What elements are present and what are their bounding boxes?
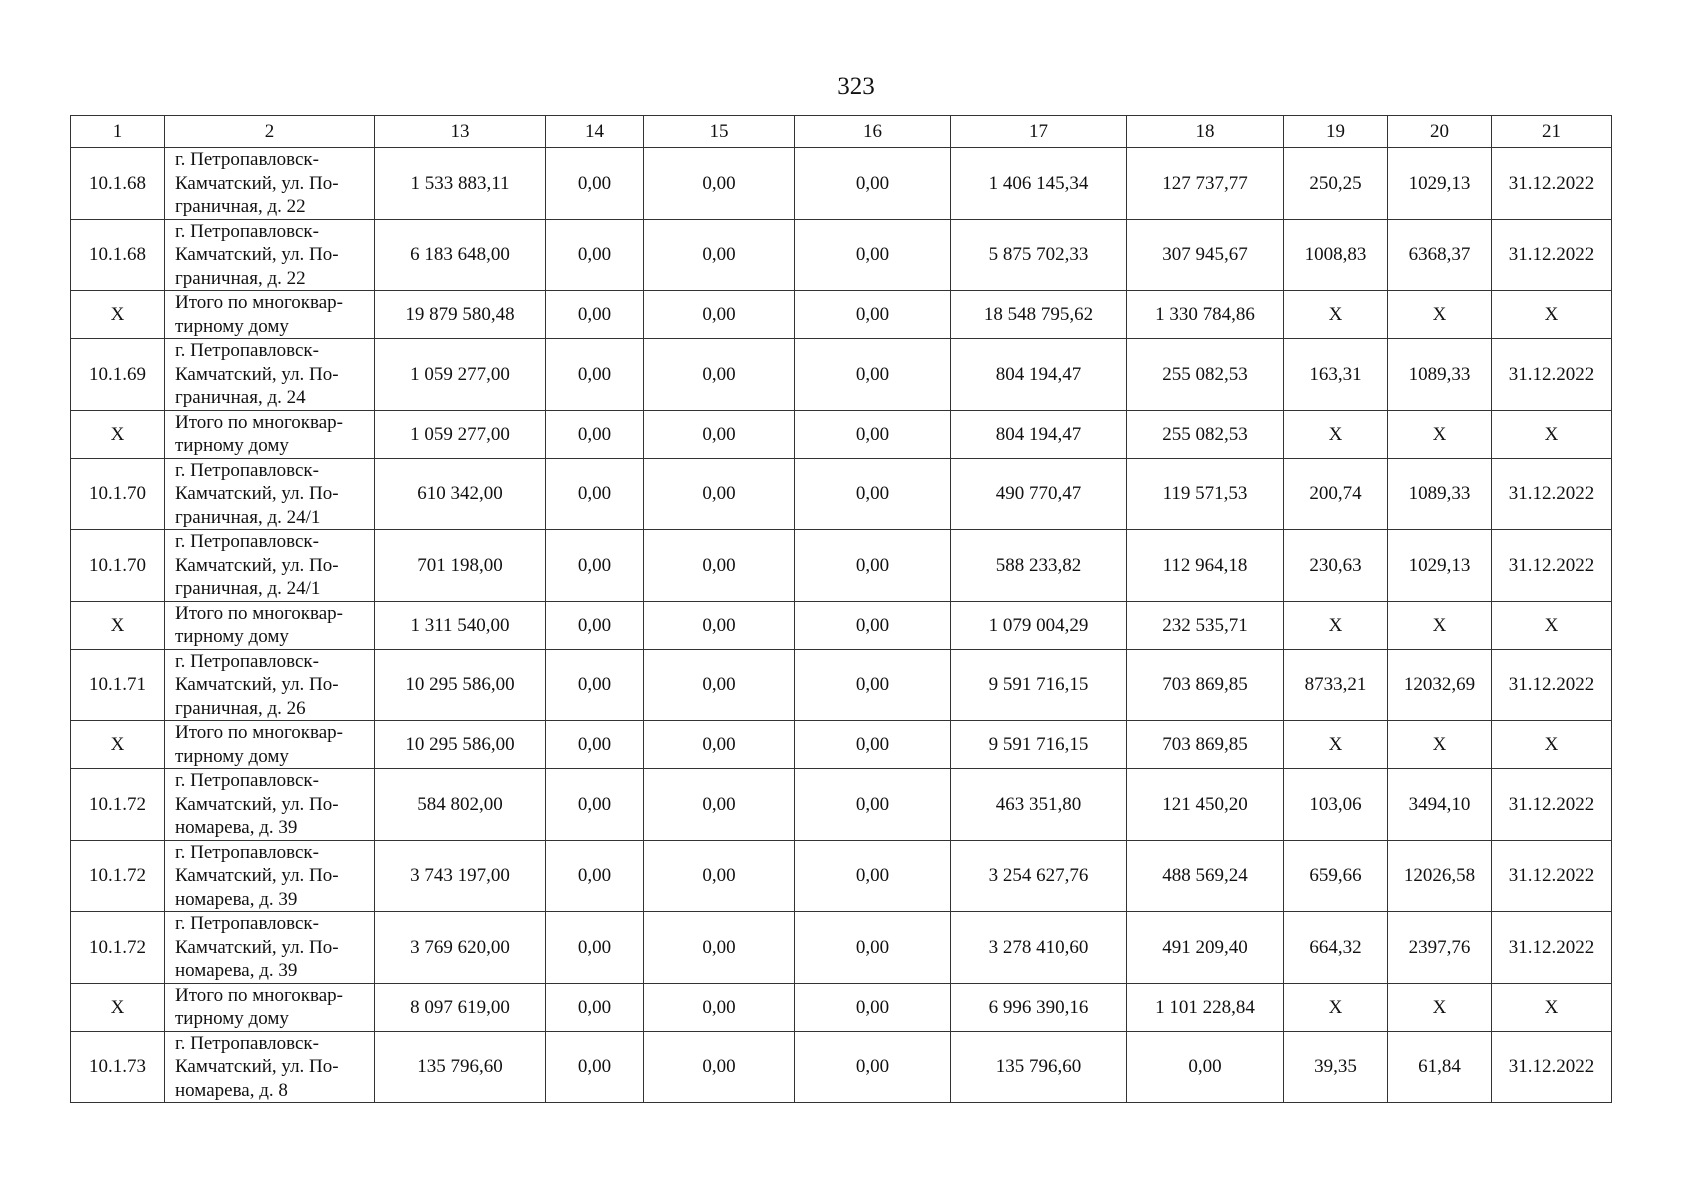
table-row <box>71 291 1612 339</box>
address-line: г. Петропавловск- <box>175 459 319 481</box>
address-cell <box>165 649 375 721</box>
address-line: Итого по многоквар- <box>175 722 343 743</box>
cell-c16: 0,00 <box>795 339 951 411</box>
cell-c21: X <box>1492 983 1612 1031</box>
cell-c19: X <box>1284 601 1388 649</box>
cell-c17: 9 591 716,15 <box>951 721 1127 769</box>
cell-c16: 0,00 <box>795 649 951 721</box>
address-line: тирному дому <box>175 315 289 337</box>
cell-c17: 588 233,82 <box>951 530 1127 602</box>
cell-c20: 1089,33 <box>1388 339 1492 411</box>
address-line: граничная, д. 24/1 <box>175 578 321 599</box>
cell-c21: 31.12.2022 <box>1492 769 1612 841</box>
cell-c17: 3 278 410,60 <box>951 912 1127 984</box>
cell-c15: 0,00 <box>644 840 795 912</box>
address-line: г. Петропавловск- <box>175 531 319 552</box>
address-cell <box>165 530 375 602</box>
cell-c13: 1 059 277,00 <box>375 410 546 458</box>
cell-c13: 10 295 586,00 <box>375 649 546 721</box>
cell-c17: 18 548 795,62 <box>951 291 1127 339</box>
table-row <box>71 840 1612 912</box>
cell-c20: X <box>1388 291 1492 339</box>
cell-c1: 10.1.73 <box>71 1031 165 1103</box>
cell-c20: X <box>1388 601 1492 649</box>
address-line: Камчатский, ул. По- <box>175 244 339 265</box>
address-line: тирному дому <box>175 745 289 767</box>
cell-c18: 112 964,18 <box>1127 530 1284 602</box>
cell-c1: X <box>71 983 165 1031</box>
cell-c14: 0,00 <box>546 148 644 220</box>
cell-c20: 3494,10 <box>1388 769 1492 841</box>
address-line: Итого по многоквар- <box>175 602 343 624</box>
data-table <box>70 115 1612 1103</box>
address-cell <box>165 148 375 220</box>
table-row <box>71 219 1612 291</box>
table-row <box>71 410 1612 458</box>
cell-c19: 200,74 <box>1284 458 1388 530</box>
address-line: г. Петропавловск- <box>175 1032 319 1054</box>
cell-c20: X <box>1388 983 1492 1031</box>
cell-c18: 121 450,20 <box>1127 769 1284 841</box>
cell-c13: 701 198,00 <box>375 530 546 602</box>
address-cell <box>165 601 375 649</box>
table-row <box>71 1031 1612 1103</box>
cell-c1: X <box>71 721 165 769</box>
cell-c21: 31.12.2022 <box>1492 1031 1612 1103</box>
column-header: 1 <box>71 116 165 148</box>
cell-c17: 6 996 390,16 <box>951 983 1127 1031</box>
cell-c20: 12032,69 <box>1388 649 1492 721</box>
cell-c19: 163,31 <box>1284 339 1388 411</box>
cell-c14: 0,00 <box>546 983 644 1031</box>
cell-c15: 0,00 <box>644 458 795 530</box>
cell-c13: 1 059 277,00 <box>375 339 546 411</box>
cell-c21: 31.12.2022 <box>1492 912 1612 984</box>
address-line: граничная, д. 24 <box>175 387 306 408</box>
cell-c1: 10.1.72 <box>71 769 165 841</box>
column-header: 2 <box>165 116 375 148</box>
table-row <box>71 912 1612 984</box>
column-header: 18 <box>1127 116 1284 148</box>
cell-c21: X <box>1492 410 1612 458</box>
cell-c13: 10 295 586,00 <box>375 721 546 769</box>
column-header: 15 <box>644 116 795 148</box>
cell-c15: 0,00 <box>644 912 795 984</box>
address-line: г. Петропавловск- <box>175 149 319 170</box>
cell-c14: 0,00 <box>546 912 644 984</box>
cell-c14: 0,00 <box>546 1031 644 1103</box>
cell-c1: 10.1.68 <box>71 148 165 220</box>
cell-c1: 10.1.70 <box>71 530 165 602</box>
cell-c21: 31.12.2022 <box>1492 458 1612 530</box>
address-line: Камчатский, ул. По- <box>175 363 339 385</box>
cell-c13: 8 097 619,00 <box>375 983 546 1031</box>
column-header: 13 <box>375 116 546 148</box>
cell-c17: 804 194,47 <box>951 339 1127 411</box>
address-line: Итого по многоквар- <box>175 411 343 433</box>
cell-c1: 10.1.70 <box>71 458 165 530</box>
cell-c14: 0,00 <box>546 219 644 291</box>
address-line: номарева, д. 8 <box>175 1079 288 1101</box>
cell-c14: 0,00 <box>546 458 644 530</box>
cell-c16: 0,00 <box>795 148 951 220</box>
cell-c13: 584 802,00 <box>375 769 546 841</box>
cell-c14: 0,00 <box>546 291 644 339</box>
cell-c1: 10.1.72 <box>71 912 165 984</box>
cell-c19: 39,35 <box>1284 1031 1388 1103</box>
cell-c19: 230,63 <box>1284 530 1388 602</box>
cell-c15: 0,00 <box>644 601 795 649</box>
cell-c21: 31.12.2022 <box>1492 530 1612 602</box>
cell-c20: 61,84 <box>1388 1031 1492 1103</box>
address-cell <box>165 219 375 291</box>
cell-c15: 0,00 <box>644 769 795 841</box>
cell-c21: 31.12.2022 <box>1492 339 1612 411</box>
address-line: г. Петропавловск- <box>175 650 319 672</box>
cell-c20: 12026,58 <box>1388 840 1492 912</box>
address-cell <box>165 840 375 912</box>
cell-c15: 0,00 <box>644 291 795 339</box>
address-cell <box>165 1031 375 1103</box>
address-line: г. Петропавловск- <box>175 340 319 361</box>
cell-c13: 1 533 883,11 <box>375 148 546 220</box>
column-header: 21 <box>1492 116 1612 148</box>
cell-c15: 0,00 <box>644 410 795 458</box>
cell-c14: 0,00 <box>546 339 644 411</box>
address-line: граничная, д. 22 <box>175 267 306 289</box>
header-row <box>71 116 1612 148</box>
cell-c18: 127 737,77 <box>1127 148 1284 220</box>
address-cell <box>165 912 375 984</box>
address-line: Камчатский, ул. По- <box>175 793 339 815</box>
address-line: номарева, д. 39 <box>175 960 298 981</box>
cell-c15: 0,00 <box>644 339 795 411</box>
cell-c19: X <box>1284 721 1388 769</box>
cell-c21: 31.12.2022 <box>1492 840 1612 912</box>
address-line: Камчатский, ул. По- <box>175 1056 339 1077</box>
cell-c14: 0,00 <box>546 601 644 649</box>
cell-c16: 0,00 <box>795 840 951 912</box>
table-row <box>71 458 1612 530</box>
cell-c20: 1029,13 <box>1388 148 1492 220</box>
table-row <box>71 769 1612 841</box>
cell-c16: 0,00 <box>795 721 951 769</box>
cell-c17: 5 875 702,33 <box>951 219 1127 291</box>
cell-c17: 9 591 716,15 <box>951 649 1127 721</box>
cell-c16: 0,00 <box>795 1031 951 1103</box>
cell-c1: X <box>71 291 165 339</box>
cell-c19: 250,25 <box>1284 148 1388 220</box>
cell-c19: 1008,83 <box>1284 219 1388 291</box>
cell-c18: 307 945,67 <box>1127 219 1284 291</box>
cell-c19: 8733,21 <box>1284 649 1388 721</box>
address-cell <box>165 721 375 769</box>
table-row <box>71 649 1612 721</box>
cell-c1: 10.1.71 <box>71 649 165 721</box>
cell-c16: 0,00 <box>795 983 951 1031</box>
table-row <box>71 721 1612 769</box>
address-line: г. Петропавловск- <box>175 913 319 934</box>
cell-c16: 0,00 <box>795 769 951 841</box>
cell-c18: 703 869,85 <box>1127 721 1284 769</box>
cell-c21: 31.12.2022 <box>1492 148 1612 220</box>
address-line: Итого по многоквар- <box>175 292 343 313</box>
cell-c14: 0,00 <box>546 769 644 841</box>
cell-c17: 490 770,47 <box>951 458 1127 530</box>
cell-c14: 0,00 <box>546 840 644 912</box>
cell-c17: 135 796,60 <box>951 1031 1127 1103</box>
cell-c13: 3 743 197,00 <box>375 840 546 912</box>
cell-c19: 103,06 <box>1284 769 1388 841</box>
table-row <box>71 339 1612 411</box>
cell-c17: 1 406 145,34 <box>951 148 1127 220</box>
table-row <box>71 148 1612 220</box>
column-header: 17 <box>951 116 1127 148</box>
page-number: 323 <box>837 73 875 100</box>
cell-c14: 0,00 <box>546 410 644 458</box>
cell-c16: 0,00 <box>795 530 951 602</box>
address-line: г. Петропавловск- <box>175 841 319 863</box>
address-line: г. Петропавловск- <box>175 770 319 791</box>
cell-c21: 31.12.2022 <box>1492 649 1612 721</box>
cell-c18: 1 101 228,84 <box>1127 983 1284 1031</box>
address-line: Итого по многоквар- <box>175 984 343 1006</box>
cell-c13: 3 769 620,00 <box>375 912 546 984</box>
cell-c16: 0,00 <box>795 410 951 458</box>
cell-c1: 10.1.68 <box>71 219 165 291</box>
cell-c18: 0,00 <box>1127 1031 1284 1103</box>
cell-c15: 0,00 <box>644 721 795 769</box>
cell-c20: X <box>1388 410 1492 458</box>
address-line: граничная, д. 22 <box>175 196 306 217</box>
cell-c14: 0,00 <box>546 530 644 602</box>
address-line: граничная, д. 26 <box>175 697 306 719</box>
column-header: 20 <box>1388 116 1492 148</box>
cell-c1: 10.1.72 <box>71 840 165 912</box>
column-header: 14 <box>546 116 644 148</box>
cell-c18: 255 082,53 <box>1127 410 1284 458</box>
address-line: Камчатский, ул. По- <box>175 172 339 194</box>
cell-c13: 135 796,60 <box>375 1031 546 1103</box>
address-cell <box>165 410 375 458</box>
address-line: Камчатский, ул. По- <box>175 674 339 695</box>
cell-c16: 0,00 <box>795 601 951 649</box>
cell-c13: 610 342,00 <box>375 458 546 530</box>
cell-c13: 1 311 540,00 <box>375 601 546 649</box>
address-cell <box>165 291 375 339</box>
cell-c16: 0,00 <box>795 291 951 339</box>
cell-c16: 0,00 <box>795 458 951 530</box>
address-cell <box>165 769 375 841</box>
cell-c19: X <box>1284 291 1388 339</box>
cell-c19: 664,32 <box>1284 912 1388 984</box>
cell-c18: 255 082,53 <box>1127 339 1284 411</box>
address-line: тирному дому <box>175 1008 289 1029</box>
cell-c20: 2397,76 <box>1388 912 1492 984</box>
cell-c1: X <box>71 410 165 458</box>
cell-c15: 0,00 <box>644 649 795 721</box>
address-line: тирному дому <box>175 626 289 647</box>
address-cell <box>165 458 375 530</box>
cell-c19: 659,66 <box>1284 840 1388 912</box>
address-line: граничная, д. 24/1 <box>175 506 321 528</box>
address-cell <box>165 983 375 1031</box>
cell-c18: 703 869,85 <box>1127 649 1284 721</box>
table-row <box>71 530 1612 602</box>
cell-c20: 1089,33 <box>1388 458 1492 530</box>
address-cell <box>165 339 375 411</box>
address-line: Камчатский, ул. По- <box>175 554 339 576</box>
cell-c14: 0,00 <box>546 721 644 769</box>
cell-c13: 19 879 580,48 <box>375 291 546 339</box>
cell-c15: 0,00 <box>644 530 795 602</box>
address-line: тирному дому <box>175 435 289 456</box>
column-header: 16 <box>795 116 951 148</box>
address-line: Камчатский, ул. По- <box>175 936 339 958</box>
column-header: 19 <box>1284 116 1388 148</box>
cell-c21: X <box>1492 601 1612 649</box>
cell-c20: 6368,37 <box>1388 219 1492 291</box>
address-line: Камчатский, ул. По- <box>175 483 339 504</box>
cell-c15: 0,00 <box>644 219 795 291</box>
cell-c18: 491 209,40 <box>1127 912 1284 984</box>
cell-c18: 119 571,53 <box>1127 458 1284 530</box>
cell-c20: 1029,13 <box>1388 530 1492 602</box>
cell-c14: 0,00 <box>546 649 644 721</box>
cell-c16: 0,00 <box>795 219 951 291</box>
cell-c15: 0,00 <box>644 148 795 220</box>
cell-c18: 488 569,24 <box>1127 840 1284 912</box>
cell-c1: X <box>71 601 165 649</box>
cell-c15: 0,00 <box>644 1031 795 1103</box>
cell-c17: 804 194,47 <box>951 410 1127 458</box>
cell-c13: 6 183 648,00 <box>375 219 546 291</box>
address-line: Камчатский, ул. По- <box>175 865 339 886</box>
address-line: номарева, д. 39 <box>175 817 298 838</box>
cell-c19: X <box>1284 983 1388 1031</box>
address-line: номарева, д. 39 <box>175 888 298 910</box>
cell-c21: X <box>1492 721 1612 769</box>
cell-c18: 232 535,71 <box>1127 601 1284 649</box>
cell-c16: 0,00 <box>795 912 951 984</box>
cell-c19: X <box>1284 410 1388 458</box>
cell-c21: 31.12.2022 <box>1492 219 1612 291</box>
cell-c1: 10.1.69 <box>71 339 165 411</box>
cell-c17: 3 254 627,76 <box>951 840 1127 912</box>
table-row <box>71 601 1612 649</box>
cell-c20: X <box>1388 721 1492 769</box>
cell-c21: X <box>1492 291 1612 339</box>
cell-c17: 463 351,80 <box>951 769 1127 841</box>
address-line: г. Петропавловск- <box>175 220 319 242</box>
cell-c17: 1 079 004,29 <box>951 601 1127 649</box>
table-row <box>71 983 1612 1031</box>
cell-c18: 1 330 784,86 <box>1127 291 1284 339</box>
cell-c15: 0,00 <box>644 983 795 1031</box>
